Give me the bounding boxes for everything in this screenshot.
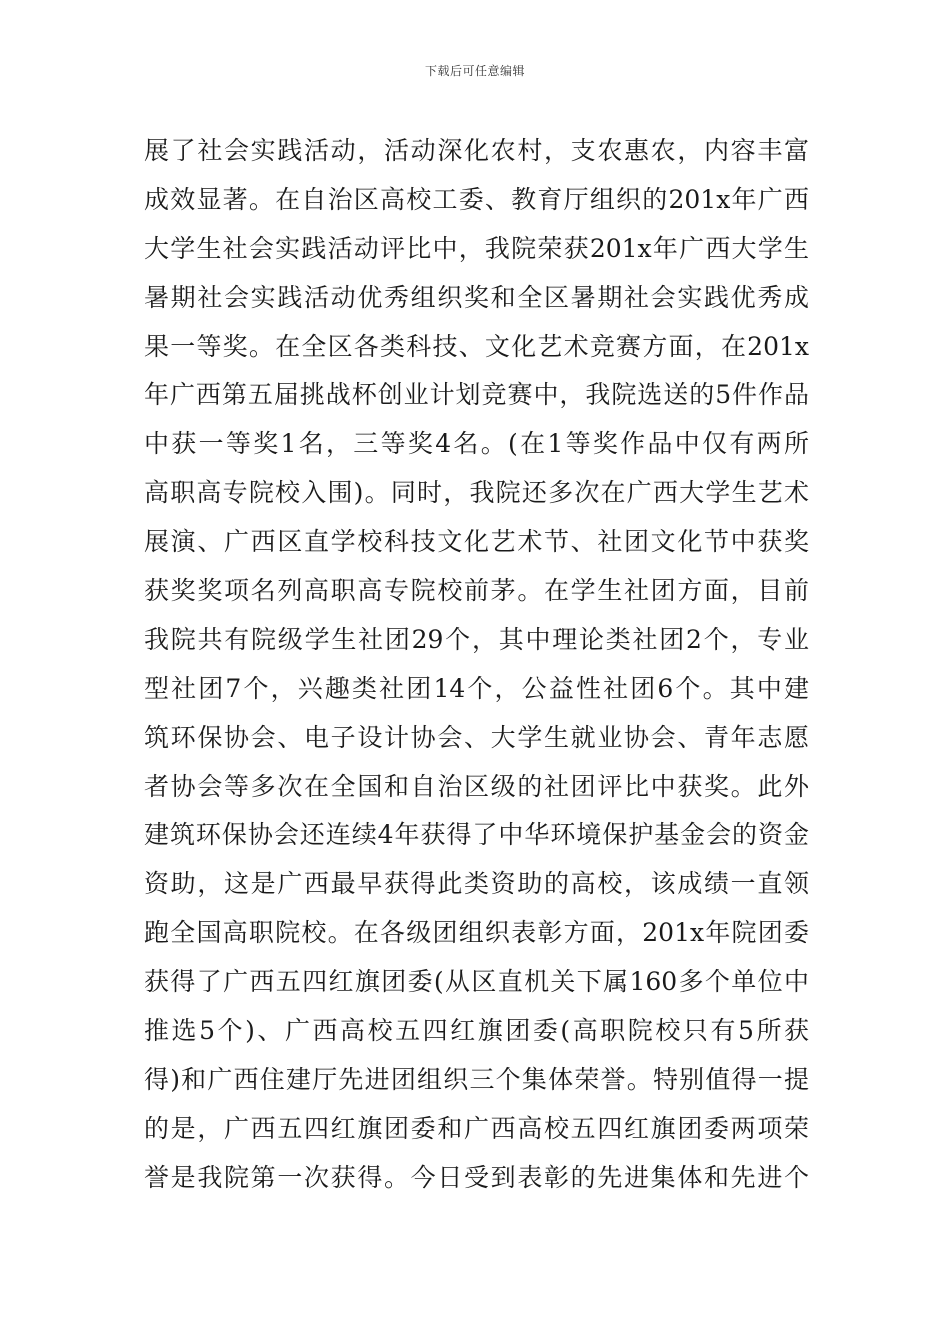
text-line: 建筑环保协会还连续4年获得了中华环境保护基金会的资金 — [144, 820, 809, 850]
text-line: 资助，这是广西最早获得此类资助的高校，该成绩一直领 — [144, 869, 809, 899]
body-text — [144, 127, 809, 1203]
text-line: 获奖奖项名列高职高专院校前茅。在学生社团方面，目前 — [144, 576, 809, 606]
text-line: 暑期社会实践活动优秀组织奖和全区暑期社会实践优秀成 — [144, 282, 809, 312]
text-line: 果一等奖。在全区各类科技、文化艺术竞赛方面，在201x — [144, 331, 809, 361]
text-line: 得)和广西住建厅先进团组织三个集体荣誉。特别值得一提 — [144, 1064, 809, 1094]
text-line: 我院共有院级学生社团29个，其中理论类社团2个，专业 — [144, 624, 809, 654]
text-line: 年广西第五届挑战杯创业计划竞赛中，我院选送的5件作品 — [144, 380, 809, 410]
text-line: 筑环保协会、电子设计协会、大学生就业协会、青年志愿 — [144, 722, 809, 752]
text-line: 的是，广西五四红旗团委和广西高校五四红旗团委两项荣 — [144, 1113, 809, 1143]
text-line: 型社团7个，兴趣类社团14个，公益性社团6个。其中建 — [144, 673, 809, 703]
page-header: 下载后可任意编辑 — [424, 64, 525, 78]
text-line: 大学生社会实践活动评比中，我院荣获201x年广西大学生 — [144, 233, 809, 263]
text-line: 成效显著。在自治区高校工委、教育厅组织的201x年广西 — [144, 184, 809, 214]
text-line: 中获一等奖1名，三等奖4名。(在1等奖作品中仅有两所 — [144, 429, 809, 459]
text-line: 展了社会实践活动，活动深化农村，支农惠农，内容丰富 — [144, 136, 809, 165]
text-line: 推选5个)、广西高校五四红旗团委(高职院校只有5所获 — [144, 1016, 809, 1046]
text-line: 获得了广西五四红旗团委(从区直机关下属160多个单位中 — [144, 967, 809, 997]
text-line: 高职高专院校入围)。同时，我院还多次在广西大学生艺术 — [144, 478, 809, 508]
text-line: 誉是我院第一次获得。今日受到表彰的先进集体和先进个 — [144, 1162, 809, 1192]
text-line: 跑全国高职院校。在各级团组织表彰方面，201x年院团委 — [144, 918, 809, 948]
text-line: 展演、广西区直学校科技文化艺术节、社团文化节中获奖 — [144, 527, 809, 557]
text-line: 者协会等多次在全国和自治区级的社团评比中获奖。此外 — [144, 771, 809, 801]
